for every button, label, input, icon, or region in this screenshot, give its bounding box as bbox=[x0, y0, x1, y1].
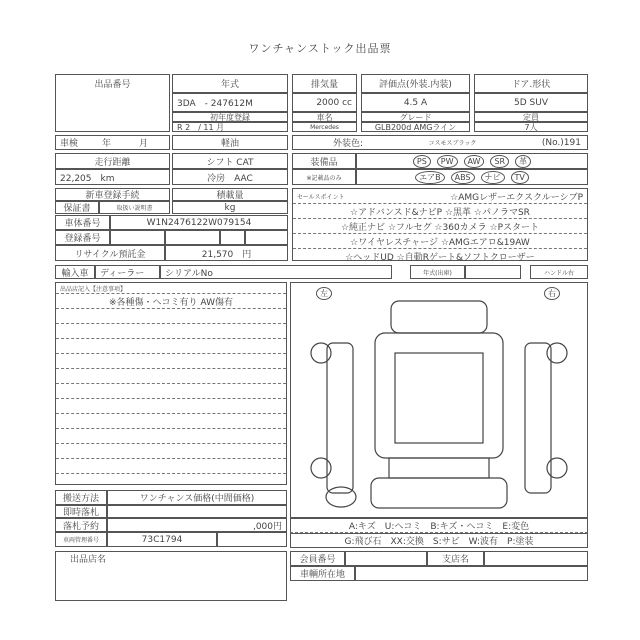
sales-point-line-4: ☆ワイヤレスチャージ ☆AMGエアロ&19AW bbox=[293, 234, 587, 249]
handle-value: ハンドル右 bbox=[530, 265, 588, 279]
equipment-pw: PW bbox=[437, 155, 458, 168]
equipment-note: ※記載品のみ bbox=[292, 169, 356, 185]
notes-line bbox=[56, 339, 286, 354]
mgmt-extra bbox=[217, 532, 287, 547]
branch-label: 支店名 bbox=[427, 551, 484, 566]
legend-row-2: G:飛び石 XX:交換 S:サビ W:波有 P:塗装 bbox=[290, 533, 588, 548]
fuel-value: 軽油 bbox=[172, 135, 288, 150]
car-name-label: 車名 bbox=[292, 112, 357, 122]
import-year-label: 年式(出庫) bbox=[410, 265, 465, 279]
reg-no-cell-2 bbox=[165, 230, 220, 245]
model-label: 年式 bbox=[172, 74, 288, 93]
notes-line bbox=[56, 369, 286, 384]
equipment-sr: SR bbox=[490, 155, 509, 168]
color-value: コスモスブラック bbox=[428, 140, 477, 147]
mgmt-label: 車両管理番号 bbox=[55, 532, 107, 547]
warranty-label: 保証書 bbox=[55, 201, 99, 214]
notes-line-1: ※各種傷・ヘコミ有り AW傷有 bbox=[56, 294, 286, 309]
notes-line bbox=[56, 309, 286, 324]
inspection-box bbox=[55, 135, 170, 150]
mgmt-value: 73C1794 bbox=[107, 532, 217, 547]
sales-point-line-3: ☆純正ナビ ☆フルセグ ☆360カメラ ☆Pスタート bbox=[293, 219, 587, 234]
diagram-right-label: 右 bbox=[544, 287, 560, 300]
equipment-tv: TV bbox=[511, 171, 529, 184]
sales-point-box bbox=[292, 188, 588, 261]
notes-line bbox=[56, 414, 286, 429]
equipment-aw: AW bbox=[464, 155, 485, 168]
reserve-value: ,000円 bbox=[107, 518, 287, 532]
door-value: 5D SUV bbox=[474, 93, 588, 112]
notes-label: 出品店記入【注意事項】 bbox=[56, 283, 286, 294]
delivery-label: 搬送方法 bbox=[55, 490, 107, 505]
new-reg-label: 新車登録手続 bbox=[55, 188, 170, 201]
first-reg-value: R 2 / 11 月 bbox=[172, 122, 288, 132]
equipment-abs: ABS bbox=[451, 171, 475, 184]
grade-label: グレード bbox=[361, 112, 470, 122]
sales-point-line-1 bbox=[293, 189, 587, 204]
sales-point-line-5: ☆ヘッドUD ☆自動Rゲート&ソフトクローザー bbox=[345, 252, 535, 263]
shift-value: シフト CAT bbox=[172, 153, 288, 169]
inspection-label: 車検 bbox=[60, 139, 79, 149]
delivery-value: ワンチャンス価格(中間価格) bbox=[107, 490, 287, 505]
branch-value bbox=[484, 551, 588, 566]
location-value bbox=[355, 566, 588, 581]
shop-label: 出品店名 bbox=[70, 555, 107, 565]
color-number: (No.)191 bbox=[541, 137, 581, 148]
reg-no-cell-4 bbox=[245, 230, 288, 245]
manual-label: 取扱い説明書 bbox=[99, 201, 170, 214]
damage-diagram bbox=[290, 282, 588, 518]
shop-box bbox=[55, 551, 287, 601]
car-outline-icon bbox=[291, 283, 587, 517]
equipment-label: 装備品 bbox=[292, 153, 356, 169]
first-reg-label: 初年度登録 bbox=[172, 112, 288, 122]
ac-value: 冷房 AAC bbox=[172, 169, 288, 185]
displacement-value: 2000 cc bbox=[292, 93, 357, 112]
import-label: 輸入車 bbox=[55, 265, 95, 279]
chassis-label: 車体番号 bbox=[55, 215, 110, 230]
chassis-value: W1N2476122W079154 bbox=[110, 215, 288, 230]
notes-line bbox=[56, 399, 286, 414]
equipment-leather: 革 bbox=[515, 155, 531, 168]
diagram-left-label: 左 bbox=[316, 287, 332, 300]
notes-line bbox=[56, 354, 286, 369]
grade-value: GLB200d AMGライン bbox=[361, 122, 470, 132]
inspection-year: 年 bbox=[102, 139, 112, 149]
capacity-label: 定員 bbox=[474, 112, 588, 122]
color-box bbox=[292, 135, 588, 150]
location-label: 車輌所在地 bbox=[290, 566, 355, 581]
instant-value bbox=[107, 505, 287, 518]
import-serial: シリアルNo bbox=[160, 265, 392, 279]
recycle-value: 21,570 円 bbox=[165, 245, 288, 261]
reg-no-cell-1 bbox=[110, 230, 165, 245]
sales-point-text-1: ☆AMGレザーエクスクルーシブP bbox=[450, 192, 583, 203]
load-value: kg bbox=[172, 201, 288, 214]
mileage-label: 走行距離 bbox=[55, 153, 170, 169]
grade-score-label: 評価点(外装.内装) bbox=[361, 74, 470, 93]
sheet-title: ワンチャンストック出品票 bbox=[248, 42, 392, 55]
notes-box bbox=[55, 282, 287, 485]
legend-row-1: A:キズ U:ヘコミ B:キズ・ヘコミ E:変色 bbox=[290, 518, 588, 533]
lot-number-box bbox=[55, 74, 170, 132]
color-label: 外装色: bbox=[333, 139, 364, 149]
import-dealer: ディーラー bbox=[95, 265, 160, 279]
notes-line bbox=[56, 429, 286, 444]
mileage-value: 22,205 km bbox=[55, 169, 170, 185]
load-label: 積載量 bbox=[172, 188, 288, 201]
equipment-navi: ナビ bbox=[481, 171, 505, 184]
notes-line bbox=[56, 459, 286, 474]
member-label: 会員番号 bbox=[290, 551, 345, 566]
equipment-row2 bbox=[356, 169, 588, 185]
sales-point-line-2: ☆アドバンスド&ナビP ☆黒革 ☆パノラマSR bbox=[293, 204, 587, 219]
equipment-row1 bbox=[356, 153, 588, 169]
grade-score-value: 4.5 A bbox=[361, 93, 470, 112]
displacement-label: 排気量 bbox=[292, 74, 357, 93]
car-name-value: Mercedes bbox=[292, 122, 357, 132]
notes-line bbox=[56, 444, 286, 459]
capacity-value: 7人 bbox=[474, 122, 588, 132]
equipment-airbag: エアB bbox=[415, 171, 445, 184]
instant-label: 即時落札 bbox=[55, 505, 107, 518]
notes-line bbox=[56, 384, 286, 399]
door-label: ドア.形状 bbox=[474, 74, 588, 93]
equipment-ps: PS bbox=[413, 155, 431, 168]
member-value bbox=[345, 551, 427, 566]
reg-no-label: 登録番号 bbox=[55, 230, 110, 245]
reg-no-cell-3 bbox=[220, 230, 245, 245]
model-value: 3DA - 247612M bbox=[172, 93, 288, 112]
reserve-label: 落札予約 bbox=[55, 518, 107, 532]
recycle-label: リサイクル預託金 bbox=[55, 245, 165, 261]
notes-line bbox=[56, 324, 286, 339]
lot-number-label: 出品番号 bbox=[94, 79, 131, 90]
import-year-value bbox=[465, 265, 521, 279]
sales-point-label: セールスポイント bbox=[297, 193, 345, 201]
inspection-month: 月 bbox=[139, 139, 149, 149]
